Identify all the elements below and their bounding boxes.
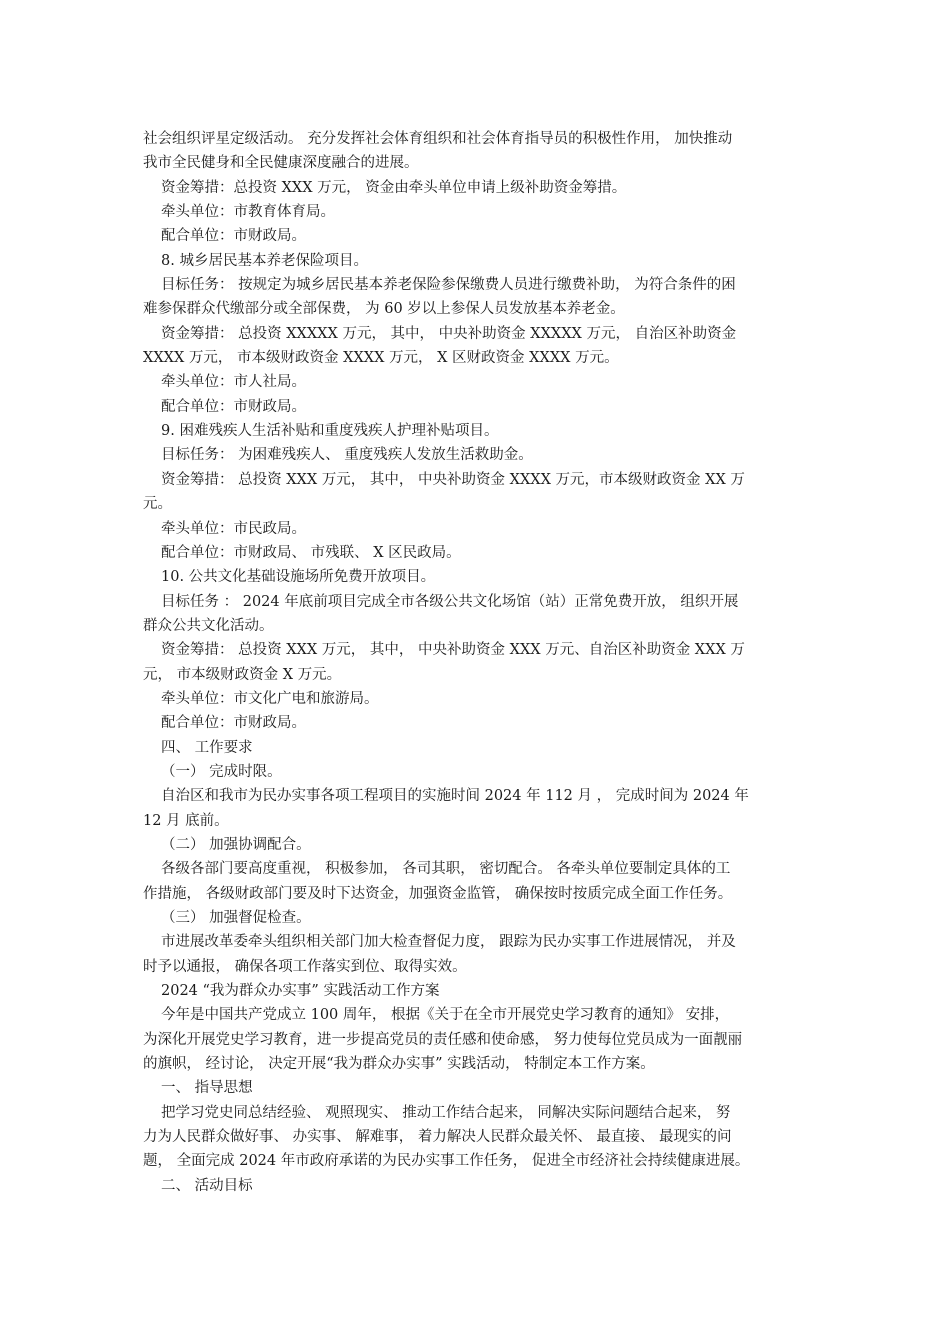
text-line: 牵头单位：市文化广电和旅游局。 (161, 690, 379, 707)
text-line: 社会组织评星定级活动。 充分发挥社会体育组织和社会体育指导员的积极性作用， 加快推动 (143, 131, 733, 147)
text-line: 配合单位：市财政局。 (161, 228, 306, 245)
text-line: 资金筹措： 总投资 XXXXX 万元， 其中， 中央补助资金 XXXXX 万元， 自治区补助资金 (161, 325, 737, 342)
text-line: 难参保群众代缴部分或全部保费， 为 60 岁以上参保人员发放基本养老金。 (143, 301, 625, 318)
text-line: 牵头单位：市教育体育局。 (161, 204, 335, 221)
text-line: 的旗帜， 经讨论， 决定开展“我为群众办实事” 实践活动， 特制定本工作方案。 (143, 1056, 655, 1073)
text-line: 元， 市本级财政资金 X 万元。 (143, 666, 342, 683)
text-line: 为深化开展党史学习教育，进一步提高党员的责任感和使命感， 努力使每位党员成为一面靓丽 (143, 1031, 743, 1048)
text-line: 时予以通报， 确保各项工作落实到位、取得实效。 (143, 958, 467, 975)
text-line: 群众公共文化活动。 (143, 617, 274, 634)
text-line: 目标任务： 为困难残疾人、 重度残疾人发放生活救助金。 (161, 447, 533, 464)
text-line: 自治区和我市为民办实事各项工程项目的实施时间 2024 年 112 月 ， 完成时间为 2024 年 (161, 788, 749, 805)
text-line: 资金筹措：总投资 XXX 万元， 资金由牵头单位申请上级补助资金筹措。 (161, 179, 627, 196)
text-line: 我市全民健身和全民健康深度融合的进展。 (143, 155, 419, 172)
text-line: 配合单位：市财政局。 (161, 715, 306, 732)
text-line: 一、 指导思想 (161, 1080, 253, 1097)
text-line: 四、 工作要求 (161, 739, 253, 756)
text-line: 牵头单位：市民政局。 (161, 520, 306, 537)
document-body (143, 127, 811, 1198)
text-line: 作措施， 各级财政部门要及时下达资金，加强资金监管， 确保按时按质完成全面工作任务。 (143, 885, 733, 902)
text-line: 资金筹措： 总投资 XXX 万元， 其中， 中央补助资金 XXXX 万元，市本级财政资金 XX 万 (161, 471, 745, 488)
text-line: 今年是中国共产党成立 100 周年， 根据《关于在全市开展党史学习教育的通知》 安排， (161, 1007, 730, 1024)
text-line: 题， 全面完成 2024 年市政府承诺的为民办实事工作任务， 促进全市经济社会持续健康进展。 (143, 1153, 750, 1170)
text-line: 元。 (143, 496, 172, 513)
text-line: 目标任务 ： 2024 年底前项目完成全市各级公共文化场馆（站）正常免费开放， 组织开展 (161, 593, 739, 610)
text-line: 二、 活动目标 (161, 1177, 253, 1194)
text-line: 资金筹措： 总投资 XXX 万元， 其中， 中央补助资金 XXX 万元、自治区补助资金 XXX 万 (161, 642, 745, 659)
text-line: 配合单位：市财政局、 市残联、 X 区民政局。 (161, 544, 461, 561)
text-line: 力为人民群众做好事、 办实事、 解难事， 着力解决人民群众最关怀、 最直接、 最现实的问 (143, 1129, 732, 1146)
text-line: 10. 公共文化基础设施场所免费开放项目。 (161, 569, 436, 586)
text-line: 把学习党史同总结经验、 观照现实、 推动工作结合起来， 同解决实际问题结合起来， 努 (161, 1104, 731, 1121)
text-line: 12 月 底前。 (143, 812, 229, 829)
text-line: 9. 困难残疾人生活补贴和重度残疾人护理补贴项目。 (161, 423, 499, 440)
text-line: 8. 城乡居民基本养老保险项目。 (161, 252, 368, 269)
text-line: （三） 加强督促检查。 (161, 910, 311, 926)
text-line: 各级各部门要高度重视， 积极参加， 各司其职， 密切配合。 各牵头单位要制定具体的工 (161, 861, 731, 878)
text-line: 配合单位：市财政局。 (161, 398, 306, 415)
text-line: XXXX 万元， 市本级财政资金 XXXX 万元， X 区财政资金 XXXX 万元。 (143, 350, 619, 367)
text-line: （二） 加强协调配合。 (161, 836, 311, 853)
text-line: 市进展改革委牵头组织相关部门加大检查督促力度， 跟踪为民办实事工作进展情况， 并及 (161, 934, 736, 951)
text-line: 2024 “我为群众办实事” 实践活动工作方案 (161, 983, 440, 1000)
text-line: 目标任务： 按规定为城乡居民基本养老保险参保缴费人员进行缴费补助， 为符合条件的困 (161, 277, 736, 294)
text-line: 牵头单位：市人社局。 (161, 374, 306, 391)
text-line: （一） 完成时限。 (161, 763, 282, 780)
